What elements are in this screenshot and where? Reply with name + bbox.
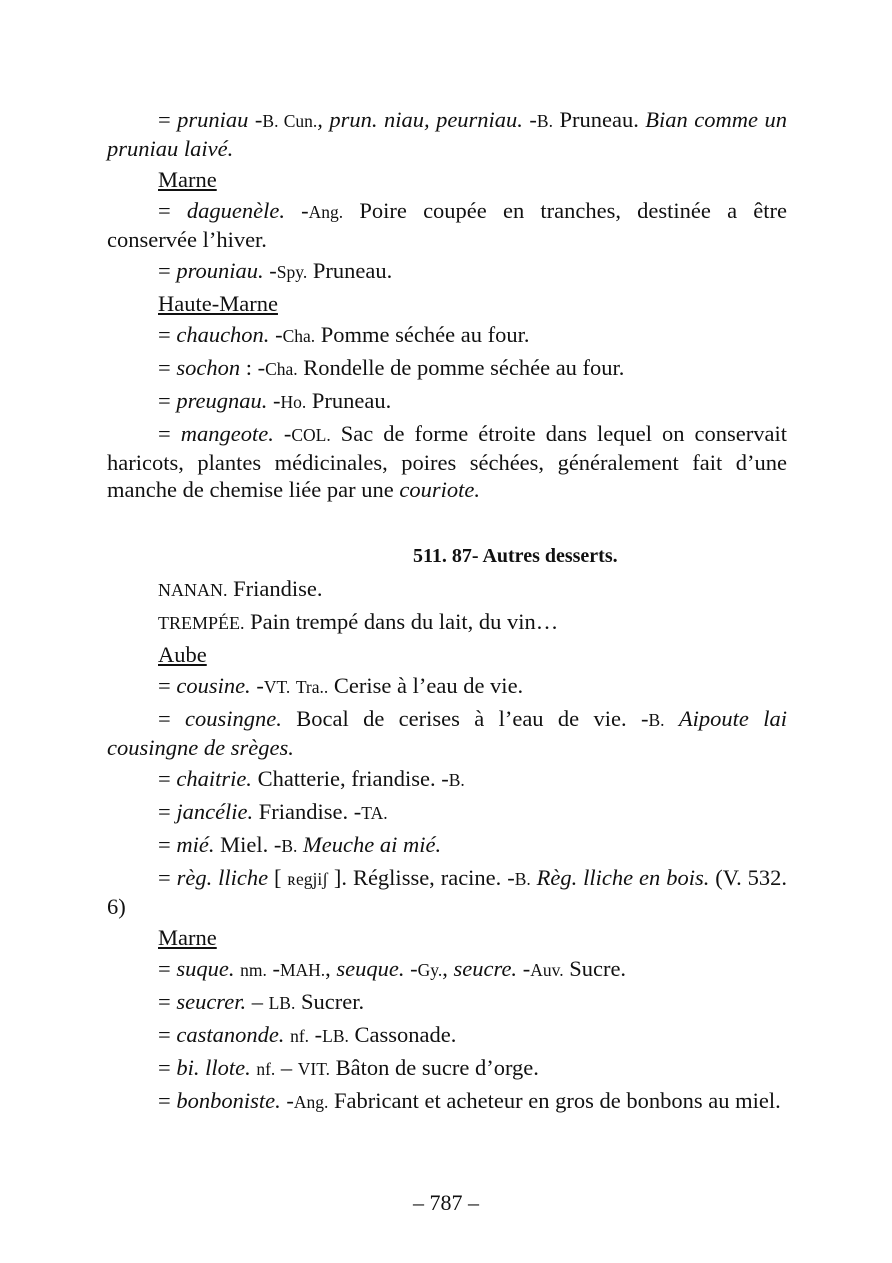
entry-chauchon: = chauchon. -Cha. Pomme séchée au four. [158, 322, 530, 347]
region-heading-marne-2: Marne [158, 925, 217, 950]
entry-bonboniste: = bonboniste. -Ang. Fabricant et acheteur en gros de bonbons au miel. [158, 1088, 781, 1113]
entry-daguenele: = daguenèle. -Ang. Poire coupée en tranches, destinée a être conservée l’hiver. [107, 198, 787, 252]
entry-mangeote: = mangeote. -COL. Sac de forme étroite dans lequel on conservait haricots, plantes médicinales, poires séchées, généralement fait d’une manche de chemise liée par une couriote. [107, 421, 787, 502]
section-heading: 511. 87- Autres desserts. [413, 545, 618, 567]
entry-reglliche: = règ. lliche [ ʀegjiʃ ]. Réglisse, racine. -B. Règ. lliche en bois. (V. 532. 6) [107, 865, 787, 919]
entry-chaitrie: = chaitrie. Chatterie, friandise. -B. [158, 766, 465, 791]
entry-castanonde: = castanonde. nf. -LB. Cassonade. [158, 1022, 457, 1047]
entry-trempee: TREMPÉE. Pain trempé dans du lait, du vin… [158, 609, 559, 634]
entry-suque: = suque. nm. -MAH., seuque. -Gy., seucre. -Auv. Sucre. [158, 956, 627, 981]
entry-seucrer: = seucrer. – LB. Sucrer. [158, 989, 365, 1014]
entry-pruniau: = pruniau -B. Cun., prun. niau, peurniau. -B. Pruneau. Bian comme un pruniau laivé. [107, 107, 787, 161]
region-heading-marne: Marne [158, 167, 217, 192]
entry-cousingne: = cousingne. Bocal de cerises à l’eau de vie. -B. Aipoute lai cousingne de srèges. [107, 706, 787, 760]
entry-preugnau: = preugnau. -Ho. Pruneau. [158, 388, 392, 413]
entry-billote: = bi. llote. nf. – VIT. Bâton de sucre d’orge. [158, 1055, 539, 1080]
entry-prouniau: = prouniau. -Spy. Pruneau. [158, 258, 393, 283]
entry-sochon: = sochon : -Cha. Rondelle de pomme séchée au four. [158, 355, 625, 380]
page-body [107, 106, 787, 1120]
region-heading-aube: Aube [158, 642, 207, 667]
entry-cousine: = cousine. -VT. Tra.. Cerise à l’eau de vie. [158, 673, 524, 698]
entry-jancelie: = jancélie. Friandise. -TA. [158, 799, 388, 824]
entry-nanan: NANAN. Friandise. [158, 576, 323, 601]
page-number: – 787 – [413, 1190, 479, 1215]
region-heading-haute-marne: Haute-Marne [158, 291, 278, 316]
entry-mie: = mié. Miel. -B. Meuche ai mié. [158, 832, 442, 857]
